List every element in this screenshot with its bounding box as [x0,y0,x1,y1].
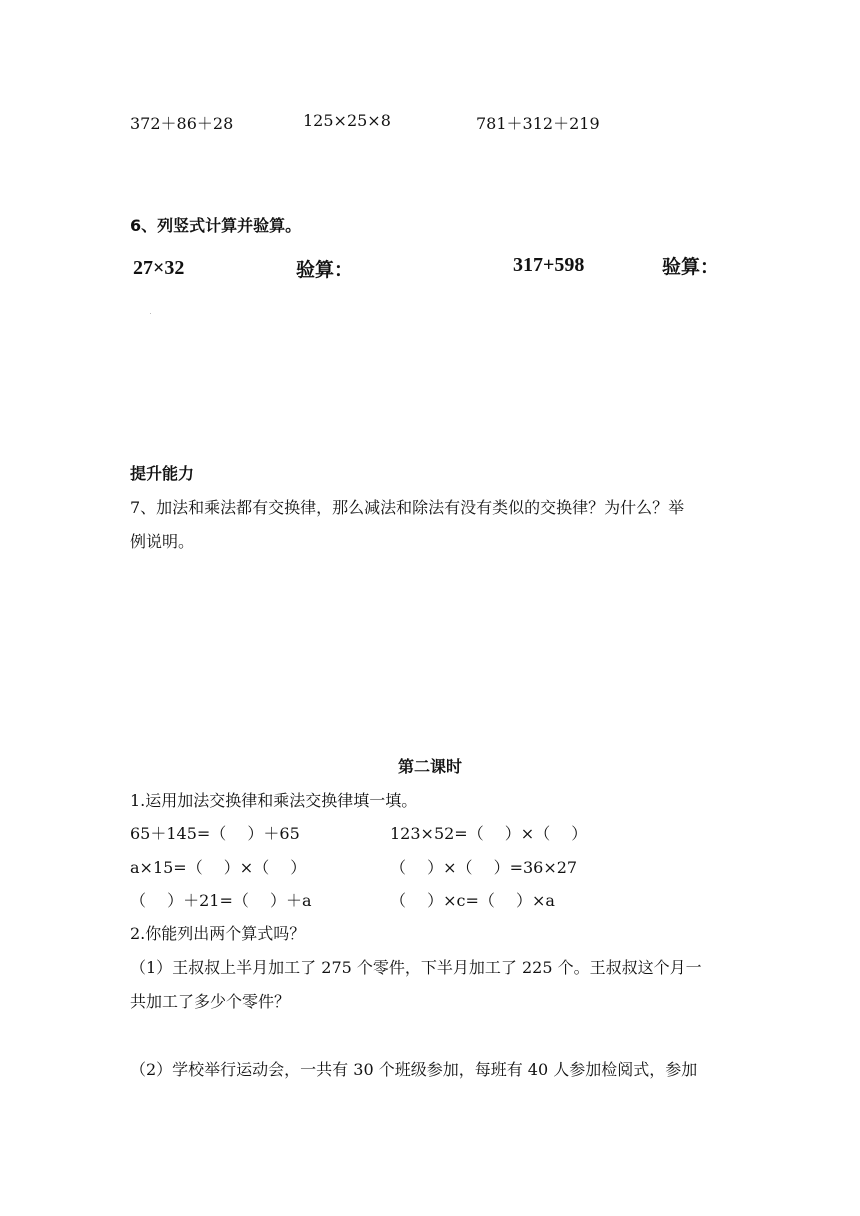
expression-1: 372＋86＋28 [130,114,234,133]
q6-check-label-1: 验算： [296,260,354,281]
p2-title: 2.你能列出两个算式吗？ [130,924,306,943]
q6-title: 6、列竖式计算并验算。 [130,216,302,235]
p1-row2-right: （ ）×（ ）=36×27 [390,858,578,877]
scan-speck [150,313,151,314]
q7-line-1: 7、加法和乘法都有交换律，那么减法和除法有没有类似的交换律？为什么？举 [130,498,685,517]
p1-row1-left: 65＋145=（ ）＋65 [130,824,300,843]
section-heading: 提升能力 [130,464,195,483]
p2-sub2-line-1: （2）学校举行运动会，一共有 30 个班级参加，每班有 40 人参加检阅式，参加 [130,1060,698,1079]
p2-sub1-line-2: 共加工了多少个零件？ [130,992,291,1011]
q6-check-label-2: 验算： [662,257,720,278]
p1-title: 1.运用加法交换律和乘法交换律填一填。 [130,791,418,810]
expression-3: 781＋312＋219 [476,114,600,133]
p2-sub1-line-1: （1）王叔叔上半月加工了 275 个零件，下半月加工了 225 个。王叔叔这个月一 [130,958,702,977]
q6-problem-2: 317+598 [513,254,585,276]
p1-row3-left: （ ）＋21=（ ）＋a [130,891,312,910]
p1-row2-left: a×15=（ ）×（ ） [130,858,307,877]
expression-2: 125×25×8 [303,111,391,130]
q7-line-2: 例说明。 [130,532,195,551]
lesson-title: 第二课时 [398,757,463,776]
p1-row1-right: 123×52=（ ）×（ ） [390,824,588,843]
p1-row3-right: （ ）×c=（ ）×a [390,891,555,910]
q6-problem-1: 27×32 [133,257,185,279]
